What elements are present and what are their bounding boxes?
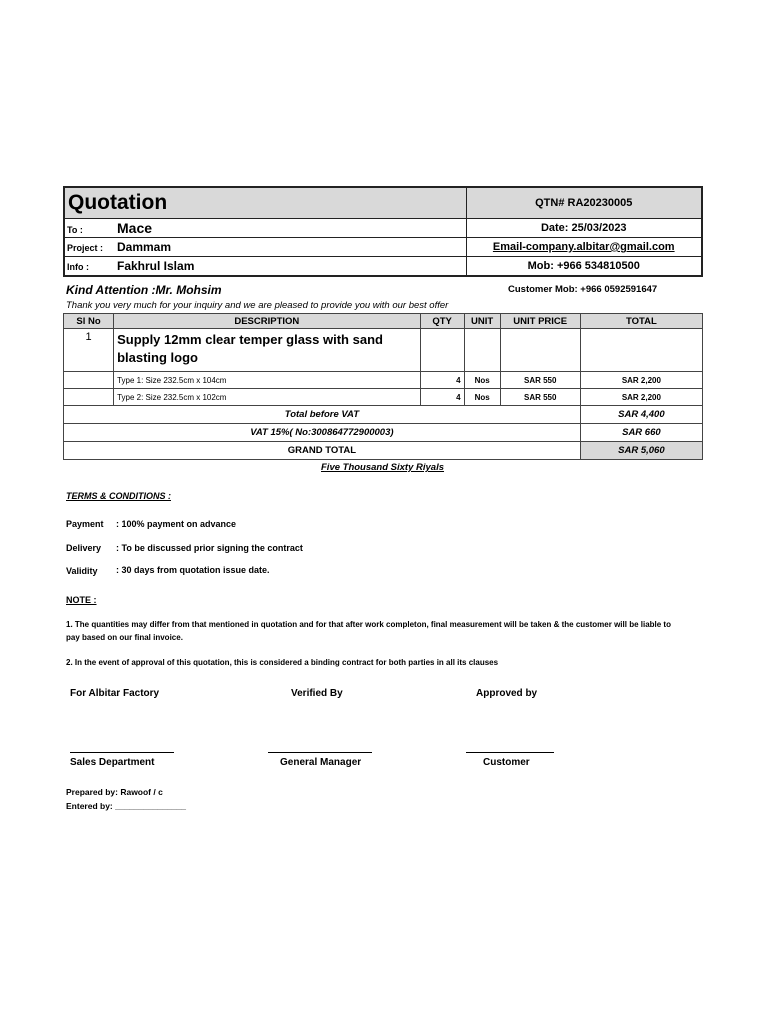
signature-line-sales	[70, 752, 174, 753]
info-label: Info :	[67, 262, 89, 272]
vat-row	[64, 424, 703, 442]
payment-value: : 100% payment on advance	[116, 519, 237, 529]
terms-heading: TERMS & CONDITIONS :	[66, 491, 171, 501]
col-qty: QTY	[420, 314, 464, 329]
note-2: 2. In the event of approval of this quotation, this is considered a binding contract for both parties in all its clauses	[66, 658, 499, 667]
grand-total-value: SAR 5,060	[580, 442, 702, 460]
kind-attention: Kind Attention :Mr. Mohsim	[66, 283, 222, 297]
entered-by: Entered by: _______________	[66, 801, 187, 811]
signature-line-customer	[466, 752, 554, 753]
row-description: Type 2: Size 232.5cm x 102cm	[114, 389, 420, 406]
delivery-label: Delivery	[66, 543, 102, 553]
to-label: To :	[67, 225, 83, 235]
col-sl-no: Sl No	[64, 314, 114, 329]
customer-mobile: Customer Mob: +966 0592591647	[508, 284, 658, 295]
general-manager-label: General Manager	[280, 757, 362, 768]
vat-label: VAT 15%( No:300864772900003)	[64, 424, 581, 442]
verified-by-label: Verified By	[291, 688, 343, 699]
to-value: Mace	[117, 220, 153, 236]
project-value: Dammam	[117, 240, 172, 254]
prepared-by: Prepared by: Rawoof / c	[66, 787, 163, 797]
col-total: TOTAL	[580, 314, 702, 329]
company-mobile: Mob: +966 534810500	[466, 257, 702, 277]
row-unit-price: SAR 550	[500, 389, 580, 406]
col-description: DESCRIPTION	[114, 314, 420, 329]
note-1-line-1: 1. The quantities may differ from that mentioned in quotation and for that after work completon, final measurement will be taken & the customer will be liable to	[66, 620, 671, 629]
table-row	[64, 329, 703, 372]
note-heading: NOTE :	[66, 595, 97, 605]
item-description: Supply 12mm clear temper glass with sand blasting logo	[114, 329, 420, 372]
validity-value: : 30 days from quotation issue date.	[116, 565, 270, 575]
grand-total-label: GRAND TOTAL	[64, 442, 581, 460]
total-before-vat-label: Total before VAT	[64, 406, 581, 424]
table-header-row	[64, 314, 703, 329]
col-unit: UNIT	[464, 314, 500, 329]
amount-in-words: Five Thousand Sixty Riyals	[321, 462, 445, 473]
row-total: SAR 2,200	[580, 389, 702, 406]
payment-label: Payment	[66, 519, 104, 529]
company-email[interactable]: Email-company.albitar@gmail.com	[466, 238, 702, 257]
delivery-value: : To be discussed prior signing the contract	[116, 543, 303, 553]
signature-line-gm	[268, 752, 372, 753]
sales-department-label: Sales Department	[70, 757, 155, 768]
project-label: Project :	[67, 243, 104, 253]
for-albitar-label: For Albitar Factory	[70, 688, 160, 699]
validity-label: Validity	[66, 566, 98, 576]
customer-label: Customer	[483, 757, 530, 768]
thanks-note: Thank you very much for your inquiry and we are pleased to provide you with our best offer	[66, 300, 449, 311]
approved-by-label: Approved by	[476, 688, 538, 699]
table-row	[64, 389, 703, 406]
item-sl-no: 1	[64, 329, 114, 372]
quotation-header	[63, 186, 703, 277]
row-qty: 4	[420, 389, 464, 406]
row-unit-price: SAR 550	[500, 372, 580, 389]
vat-value: SAR 660	[580, 424, 702, 442]
info-value: Fakhrul Islam	[117, 259, 195, 273]
col-unit-price: UNIT PRICE	[500, 314, 580, 329]
grand-total-row	[64, 442, 703, 460]
row-qty: 4	[420, 372, 464, 389]
row-description: Type 1: Size 232.5cm x 104cm	[114, 372, 420, 389]
row-unit: Nos	[464, 389, 500, 406]
total-before-vat-value: SAR 4,400	[580, 406, 702, 424]
quotation-number: QTN# RA20230005	[466, 187, 702, 219]
quotation-date: Date: 25/03/2023	[466, 219, 702, 238]
row-total: SAR 2,200	[580, 372, 702, 389]
note-1-line-2: pay based on our final invoice.	[66, 633, 183, 642]
page-title: Quotation	[68, 191, 168, 214]
items-table	[63, 313, 703, 460]
total-before-vat-row	[64, 406, 703, 424]
row-unit: Nos	[464, 372, 500, 389]
table-row	[64, 372, 703, 389]
